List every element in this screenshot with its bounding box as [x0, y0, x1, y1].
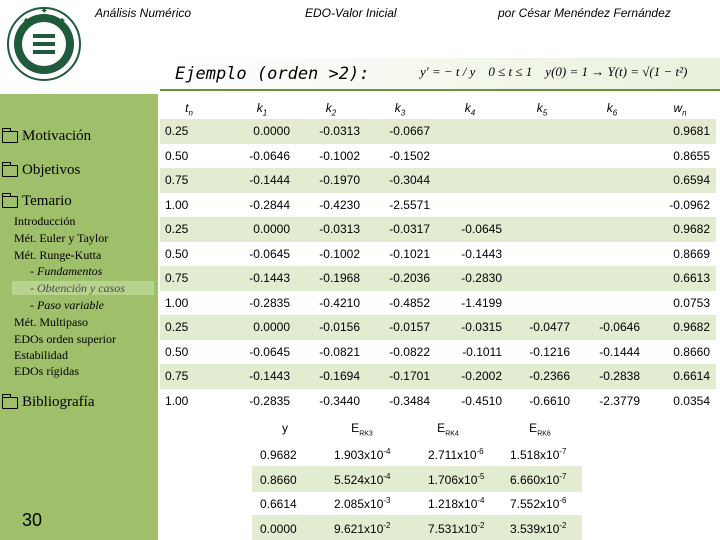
error-column-header: [418, 421, 478, 437]
sidebar-item-label: Objetivos: [22, 162, 81, 178]
column-header-subscript: n: [682, 108, 687, 118]
formula-domain: 0 ≤ t ≤ 1: [488, 64, 533, 79]
table-cell: -0.2002: [461, 369, 502, 383]
error-header-label: y: [282, 421, 288, 435]
table-cell: 0.6613: [673, 271, 710, 285]
folder-icon: [2, 131, 18, 143]
table-row: [160, 144, 716, 169]
error-table-cell: [260, 472, 297, 487]
error-table-cell: [510, 521, 567, 536]
sidebar-item-label: Bibliografía: [22, 394, 95, 410]
header-author: por César Menéndez Fernández: [498, 6, 671, 20]
table-cell: 0.0000: [253, 222, 290, 236]
error-mantissa: 1.518x10: [510, 448, 560, 462]
column-header-subscript: n: [188, 108, 193, 118]
table-cell: 0.8669: [673, 246, 710, 261]
column-header: [174, 101, 204, 117]
title-divider: [160, 89, 720, 91]
table-row: [160, 193, 716, 218]
sidebar-subitem-paso-variable[interactable]: - Paso variable: [30, 298, 104, 312]
table-row: [160, 242, 716, 267]
column-header-subscript: 3: [400, 108, 406, 118]
table-cell: -2.3779: [599, 393, 640, 408]
error-exponent: -6: [476, 447, 484, 456]
table-cell: -0.4852: [389, 295, 430, 310]
table-cell: -0.0646: [249, 148, 290, 163]
table-cell: -0.1011: [462, 344, 502, 359]
table-cell: -0.3484: [389, 393, 430, 408]
table-cell: -0.2036: [389, 271, 430, 285]
error-table-cell: [260, 496, 297, 511]
table-cell: -0.0313: [319, 222, 360, 236]
table-cell: -0.0645: [249, 246, 290, 261]
error-exponent: -5: [477, 471, 485, 481]
formula-initial-condition: y(0) = 1 → Y(t) = √(1 − t²): [545, 64, 688, 79]
column-header: [665, 101, 695, 117]
error-mantissa: 0.8660: [260, 472, 297, 487]
table-cell: -0.1002: [319, 246, 360, 261]
table-cell: -0.0156: [319, 320, 360, 334]
error-mantissa: 2.711x10: [428, 448, 477, 462]
folder-icon: [2, 165, 18, 177]
error-mantissa: 5.524x10: [334, 472, 384, 487]
error-table-cell: [334, 447, 391, 462]
column-header-subscript: 2: [331, 108, 337, 118]
table-cell: -0.4210: [319, 295, 360, 310]
error-exponent: -6: [559, 496, 567, 505]
table-cell: -0.2366: [529, 369, 570, 383]
sidebar-subitem-fundamentos[interactable]: - Fundamentos: [30, 264, 103, 278]
error-table-cell: [334, 472, 391, 487]
error-exponent: -3: [383, 496, 391, 505]
table-cell: 1.00: [165, 295, 189, 310]
table-cell: -0.4510: [461, 393, 502, 408]
error-table-cell: [334, 521, 391, 536]
table-cell: -0.4230: [319, 197, 360, 212]
table-cell: -0.0822: [389, 344, 430, 359]
table-cell: -0.1443: [249, 271, 290, 285]
error-exponent: -4: [383, 471, 391, 481]
error-header-subscript: RK3: [359, 430, 373, 438]
error-mantissa: 6.660x10: [510, 472, 560, 487]
error-mantissa: 1.706x10: [428, 472, 478, 487]
sidebar-subitem-multipaso[interactable]: Mét. Multipaso: [14, 315, 88, 329]
table-cell: -0.1216: [529, 344, 570, 359]
table-cell: -0.2835: [249, 295, 290, 310]
error-exponent: -4: [477, 496, 485, 505]
table-row: [160, 168, 716, 193]
sidebar-subitem-obtencion-casos[interactable]: - Obtención y casos: [12, 281, 154, 295]
table-cell: -0.0315: [461, 320, 502, 334]
table-cell: -0.0477: [529, 320, 570, 334]
error-header-subscript: RK6: [537, 430, 551, 438]
error-table-cell: [260, 521, 297, 536]
header-topic: EDO-Valor Inicial: [305, 6, 397, 20]
table-cell: 0.25: [165, 124, 189, 138]
error-mantissa: 2.085x10: [334, 497, 384, 511]
column-header-subscript: 5: [542, 108, 548, 118]
table-cell: -0.1443: [461, 246, 502, 261]
error-table-cell: [428, 521, 485, 536]
table-cell: -0.1970: [319, 173, 360, 187]
table-cell: 0.6594: [673, 173, 710, 187]
error-mantissa: 3.539x10: [510, 521, 560, 536]
error-column-header: [510, 421, 570, 437]
table-cell: 1.00: [165, 197, 189, 212]
error-table-row: [252, 515, 582, 540]
table-cell: 0.75: [165, 271, 189, 285]
sidebar-item-motivacion[interactable]: [2, 128, 91, 145]
folder-open-icon: [2, 196, 18, 208]
table-cell: -0.1701: [389, 369, 430, 383]
column-header: [385, 101, 415, 117]
table-cell: -0.0645: [249, 344, 290, 359]
error-header-label: E: [529, 421, 538, 435]
formula-equation: y′ = − t / y: [420, 64, 476, 79]
table-cell: 0.50: [165, 246, 189, 261]
header-course: Análisis Numérico: [95, 6, 192, 20]
table-cell: 0.9682: [673, 222, 710, 236]
error-header-subscript: RK4: [445, 430, 459, 438]
column-header-label: w: [673, 101, 683, 115]
sidebar-subitem-euler-taylor[interactable]: Mét. Euler y Taylor: [14, 231, 109, 245]
error-mantissa: 0.6614: [260, 497, 297, 511]
table-row: [160, 119, 716, 144]
table-cell: -2.5571: [389, 197, 430, 212]
table-cell: -0.2844: [249, 197, 290, 212]
table-cell: 0.75: [165, 369, 189, 383]
column-header-subscript: 6: [612, 108, 618, 118]
table-cell: -0.2835: [249, 393, 290, 408]
sidebar-item-label: Motivación: [22, 128, 92, 144]
error-table-row: [252, 466, 582, 492]
error-table-row: [252, 441, 582, 467]
error-table-cell: [428, 496, 485, 511]
slide-title: Ejemplo (orden >2):: [175, 64, 370, 84]
column-header-label: k: [606, 101, 613, 115]
table-cell: -0.3440: [319, 393, 360, 408]
table-cell: 0.8655: [673, 148, 710, 163]
table-row: [160, 291, 716, 316]
table-cell: -0.0821: [319, 344, 360, 359]
column-header-label: k: [536, 101, 543, 115]
table-cell: 1.00: [165, 393, 189, 408]
table-cell: -0.1694: [319, 369, 360, 383]
table-cell: -0.0645: [461, 222, 502, 236]
table-cell: -0.1021: [389, 246, 430, 261]
table-cell: -0.0646: [599, 320, 640, 334]
ode-formula: [420, 64, 687, 80]
error-table-cell: [428, 472, 485, 487]
error-mantissa: 9.621x10: [334, 521, 384, 536]
table-cell: 0.0753: [673, 295, 710, 310]
error-column-header: [332, 421, 392, 437]
error-mantissa: 7.531x10: [428, 521, 478, 536]
table-row: [160, 364, 716, 389]
table-cell: -0.3044: [389, 173, 430, 187]
column-header: [455, 101, 485, 117]
table-cell: 0.75: [165, 173, 189, 187]
sidebar-item-objetivos[interactable]: [2, 162, 80, 179]
table-row: [160, 389, 716, 414]
error-table-cell: [510, 496, 567, 511]
sidebar-item-bibliografia[interactable]: [2, 394, 94, 411]
error-mantissa: 0.0000: [260, 521, 297, 536]
error-table-cell: [428, 447, 484, 462]
table-cell: -0.0157: [389, 320, 430, 334]
column-header: [316, 101, 346, 117]
table-row: [160, 315, 716, 340]
error-exponent: -2: [477, 520, 485, 530]
university-logo: [0, 0, 88, 94]
sidebar-subitem-estabilidad[interactable]: Estabilidad: [14, 348, 68, 362]
svg-text:✦: ✦: [58, 16, 67, 27]
table-cell: -0.1443: [249, 369, 290, 383]
error-exponent: -4: [383, 447, 391, 456]
sidebar-item-temario[interactable]: [2, 193, 72, 210]
error-mantissa: 7.552x10: [510, 497, 560, 511]
error-exponent: -7: [559, 471, 567, 481]
column-header-label: k: [325, 101, 332, 115]
error-exponent: -2: [559, 520, 567, 530]
column-header: [597, 101, 627, 117]
table-cell: 0.25: [165, 222, 189, 236]
table-cell: 0.0000: [253, 124, 290, 138]
table-cell: -0.2830: [461, 271, 502, 285]
sidebar-subitem-introduccion[interactable]: Introducción: [14, 214, 76, 228]
table-cell: -0.1502: [389, 148, 430, 163]
error-table-row: [252, 490, 582, 516]
table-row: [160, 266, 716, 291]
table-cell: 0.9681: [673, 124, 710, 138]
error-table-cell: [510, 472, 567, 487]
svg-text:✦: ✦: [22, 16, 31, 27]
table-cell: -0.0962: [669, 197, 710, 212]
table-cell: 0.0000: [253, 320, 290, 334]
error-table-cell: [510, 447, 567, 462]
column-header: [527, 101, 557, 117]
error-table-cell: [260, 447, 297, 462]
column-header-label: k: [394, 101, 401, 115]
error-table-cell: [334, 496, 391, 511]
logo-emblem-icon: [0, 0, 88, 94]
sidebar-subitem-edos-rigidas[interactable]: EDOs rígidas: [14, 364, 79, 378]
table-cell: -0.6610: [529, 393, 570, 408]
error-exponent: -2: [383, 520, 391, 530]
error-header-label: E: [351, 421, 360, 435]
table-cell: -0.1002: [319, 148, 360, 163]
table-cell: 0.9682: [673, 320, 710, 334]
table-cell: -0.2838: [599, 369, 640, 383]
sidebar-subitem-runge-kutta[interactable]: Mét. Runge-Kutta: [14, 248, 102, 262]
table-cell: -0.0667: [389, 124, 430, 138]
table-cell: -0.1968: [319, 271, 360, 285]
error-mantissa: 0.9682: [260, 448, 297, 462]
table-cell: -1.4199: [461, 295, 502, 310]
sidebar-item-label: Temario: [22, 193, 72, 209]
error-mantissa: 1.903x10: [334, 448, 384, 462]
column-header-label: k: [256, 101, 263, 115]
error-header-label: E: [437, 421, 446, 435]
table-cell: -0.0317: [389, 222, 430, 236]
column-header-label: t: [185, 101, 189, 115]
table-cell: 0.0354: [673, 393, 710, 408]
folder-icon: [2, 397, 18, 409]
table-cell: 0.6614: [673, 369, 710, 383]
column-header-subscript: 1: [262, 108, 268, 118]
page-number: 30: [22, 510, 43, 530]
error-column-header: [255, 421, 315, 437]
table-row: [160, 340, 716, 365]
table-cell: 0.50: [165, 344, 189, 359]
table-cell: -0.0313: [319, 124, 360, 138]
table-cell: 0.25: [165, 320, 189, 334]
error-mantissa: 1.218x10: [428, 497, 478, 511]
column-header: [247, 101, 277, 117]
error-exponent: -7: [559, 447, 567, 456]
table-cell: -0.1444: [599, 344, 640, 359]
table-cell: 0.8660: [673, 344, 710, 359]
svg-text:✦: ✦: [40, 6, 49, 17]
table-cell: -0.1444: [249, 173, 290, 187]
table-row: [160, 217, 716, 242]
sidebar-subitem-edos-orden-superior[interactable]: EDOs orden superior: [14, 332, 116, 346]
column-header-subscript: 4: [470, 108, 476, 118]
column-header-label: k: [464, 101, 471, 115]
table-cell: 0.50: [165, 148, 189, 163]
